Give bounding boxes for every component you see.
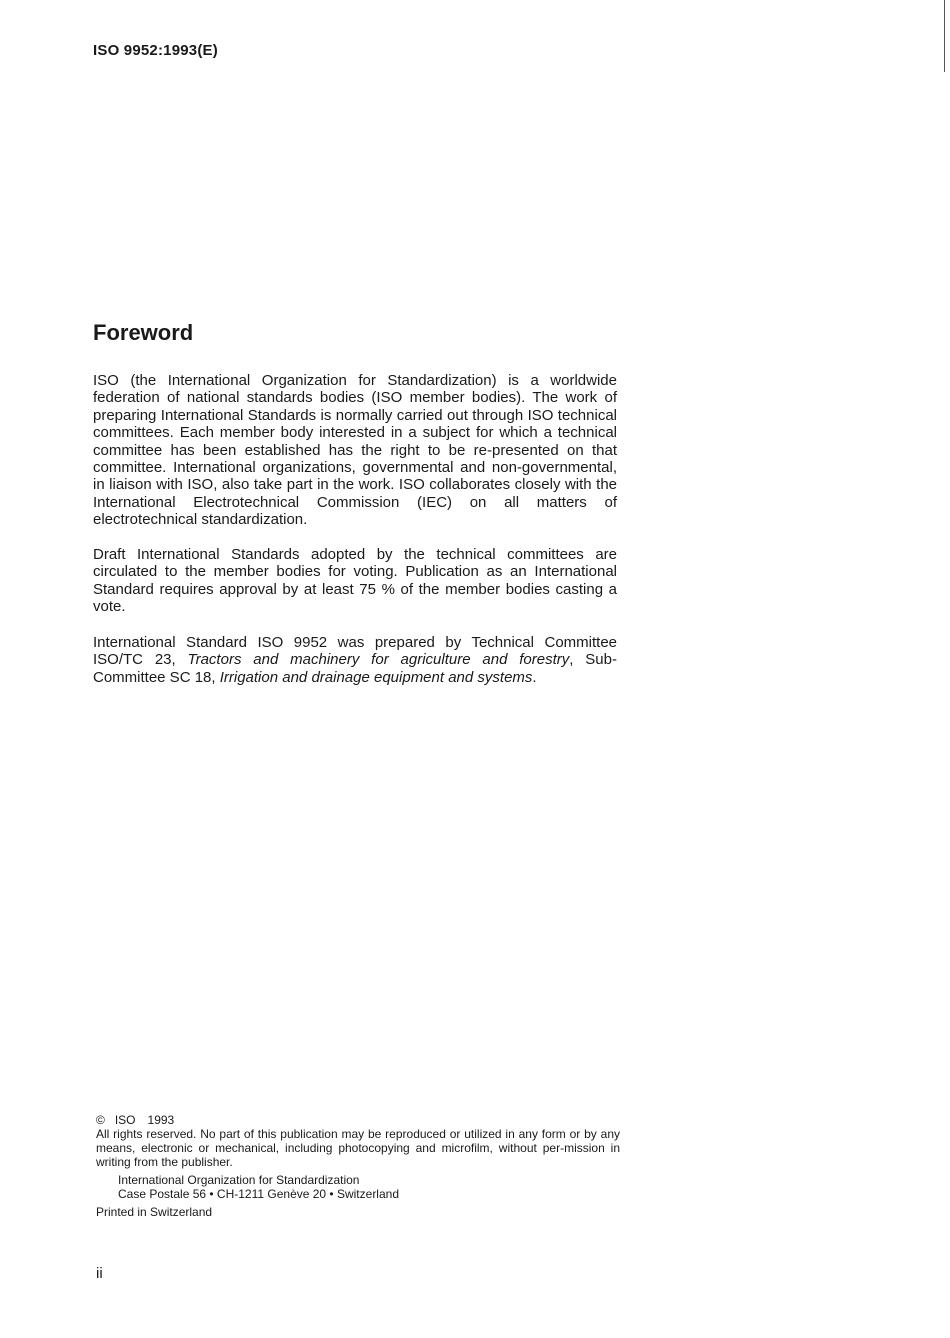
printed-in: Printed in Switzerland [96,1205,213,1219]
paragraph-3-text-middle: , Sub-Committee SC 18, [93,651,617,686]
page-number: ii [96,1265,103,1282]
subcommittee-title: Irrigation and drainage equipment and systems [219,668,533,686]
copyright-line [96,1113,620,1127]
paragraph-3-text-start: International Standard ISO 9952 was prepared by Technical Committee ISO/TC 23, [93,634,617,669]
committee-title: Tractors and machinery for agriculture and forestry [187,651,570,669]
publisher-address [118,1173,620,1201]
rights-statement: All rights reserved. No part of this publication may be reproduced or utilized in any form or by any means, electronic or mechanical, including photocopying and microfilm, without per-mission in writing from the publisher. [96,1127,620,1169]
foreword-paragraph-1: ISO (the International Organization for Standardization) is a worldwide federation of national standards bodies (ISO member bodies). The work of preparing International Standards is normally carried out through ISO technical committees. Each member body interested in a subject for which a technical committee has been established has the right to be re-presented on that committee. International organizations, governmental and non-governmental, in liaison with ISO, also take part in the work. ISO collaborates closely with the International Electrotechnical Commission (IEC) on all matters of electrotechnical standardization. [93,372,617,529]
foreword-paragraph-3 [93,634,617,686]
copyright-block [96,1113,620,1219]
copyright-symbol: © [96,1113,105,1127]
section-title: Foreword [93,320,194,345]
foreword-paragraph-2: Draft International Standards adopted by the technical committees are circulated to the member bodies for voting. Publication as an International Standard requires approval by at least 75 % of the member bodies casting a vote. [93,546,617,616]
address-line-2: Case Postale 56 • CH-1211 Genève 20 • Switzerland [118,1187,399,1201]
scan-edge-line [944,0,945,72]
copyright-year: 1993 [147,1113,175,1127]
document-identifier: ISO 9952:1993(E) [93,42,218,59]
paragraph-3-text-end: . [532,668,537,686]
copyright-org: ISO [114,1113,136,1127]
address-line-1: International Organization for Standardization [118,1173,360,1187]
